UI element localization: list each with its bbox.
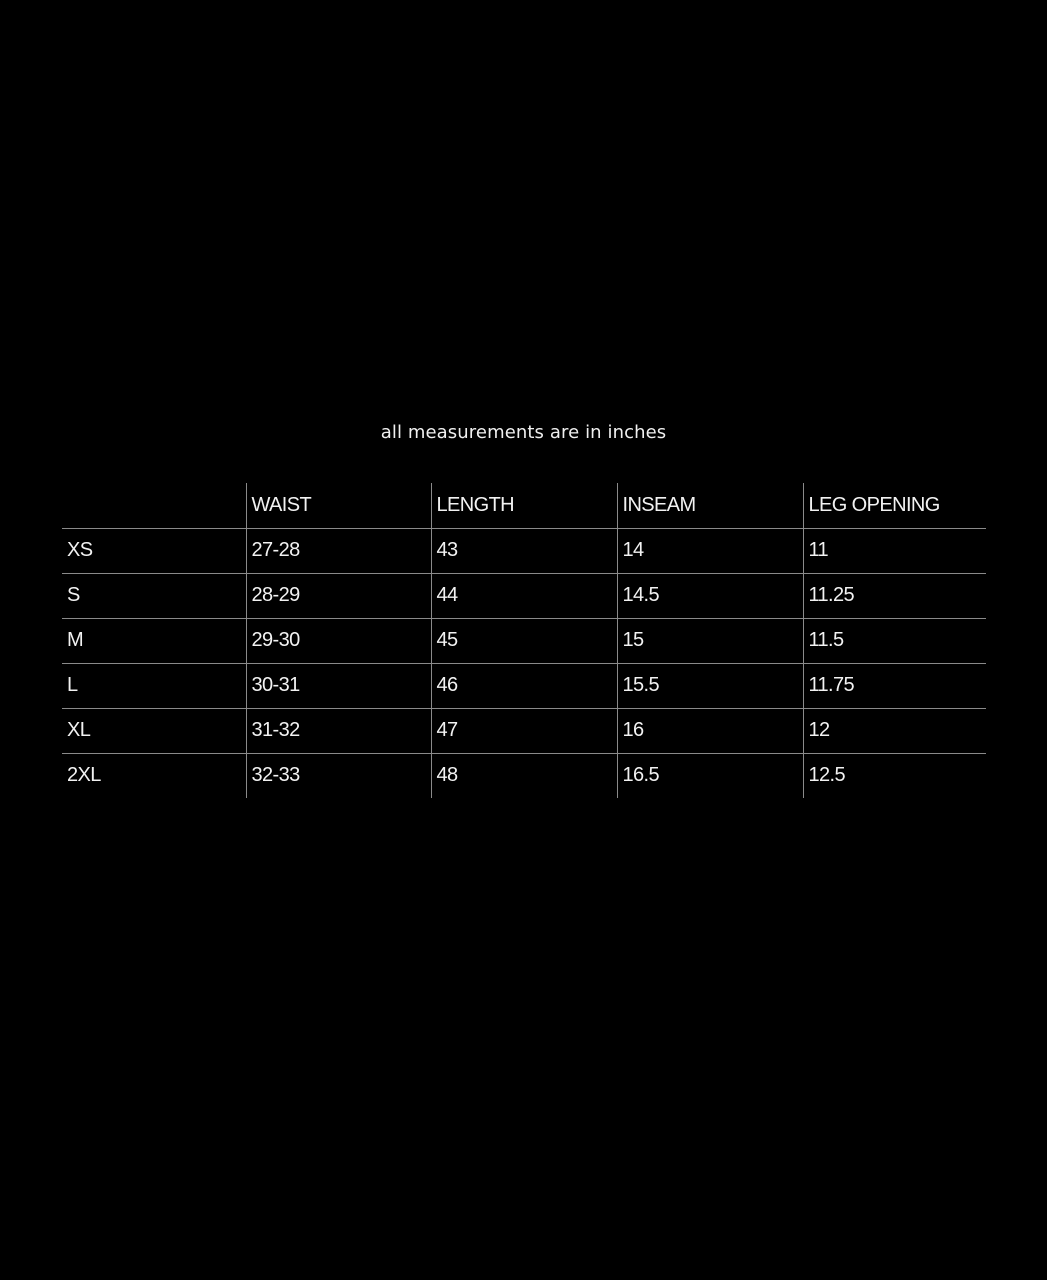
length-value: 47 bbox=[431, 708, 617, 753]
length-value: 43 bbox=[431, 528, 617, 573]
leg-opening-value: 11.75 bbox=[803, 663, 986, 708]
inseam-value: 16 bbox=[617, 708, 803, 753]
length-value: 48 bbox=[431, 753, 617, 798]
waist-value: 30-31 bbox=[246, 663, 431, 708]
header-leg-opening: LEG OPENING bbox=[803, 483, 986, 528]
length-value: 44 bbox=[431, 573, 617, 618]
inseam-value: 15.5 bbox=[617, 663, 803, 708]
header-row bbox=[62, 483, 986, 528]
measurement-note: all measurements are in inches bbox=[380, 422, 667, 443]
header-waist: WAIST bbox=[246, 483, 431, 528]
size-label: L bbox=[62, 663, 246, 708]
header-length: LENGTH bbox=[431, 483, 617, 528]
size-label: M bbox=[62, 618, 246, 663]
inseam-value: 15 bbox=[617, 618, 803, 663]
size-label: XS bbox=[62, 528, 246, 573]
leg-opening-value: 11.25 bbox=[803, 573, 986, 618]
table-row bbox=[62, 753, 986, 798]
leg-opening-value: 12.5 bbox=[803, 753, 986, 798]
table-row bbox=[62, 663, 986, 708]
leg-opening-value: 11 bbox=[803, 528, 986, 573]
table-row bbox=[62, 708, 986, 753]
inseam-value: 16.5 bbox=[617, 753, 803, 798]
waist-value: 27-28 bbox=[246, 528, 431, 573]
header-inseam: INSEAM bbox=[617, 483, 803, 528]
waist-value: 31-32 bbox=[246, 708, 431, 753]
table-row bbox=[62, 528, 986, 573]
size-label: 2XL bbox=[62, 753, 246, 798]
inseam-value: 14.5 bbox=[617, 573, 803, 618]
table-row bbox=[62, 618, 986, 663]
table-row bbox=[62, 573, 986, 618]
header-size bbox=[62, 483, 246, 528]
size-label: S bbox=[62, 573, 246, 618]
waist-value: 28-29 bbox=[246, 573, 431, 618]
length-value: 46 bbox=[431, 663, 617, 708]
length-value: 45 bbox=[431, 618, 617, 663]
waist-value: 29-30 bbox=[246, 618, 431, 663]
leg-opening-value: 12 bbox=[803, 708, 986, 753]
size-label: XL bbox=[62, 708, 246, 753]
size-chart-table bbox=[62, 483, 986, 798]
inseam-value: 14 bbox=[617, 528, 803, 573]
leg-opening-value: 11.5 bbox=[803, 618, 986, 663]
waist-value: 32-33 bbox=[246, 753, 431, 798]
